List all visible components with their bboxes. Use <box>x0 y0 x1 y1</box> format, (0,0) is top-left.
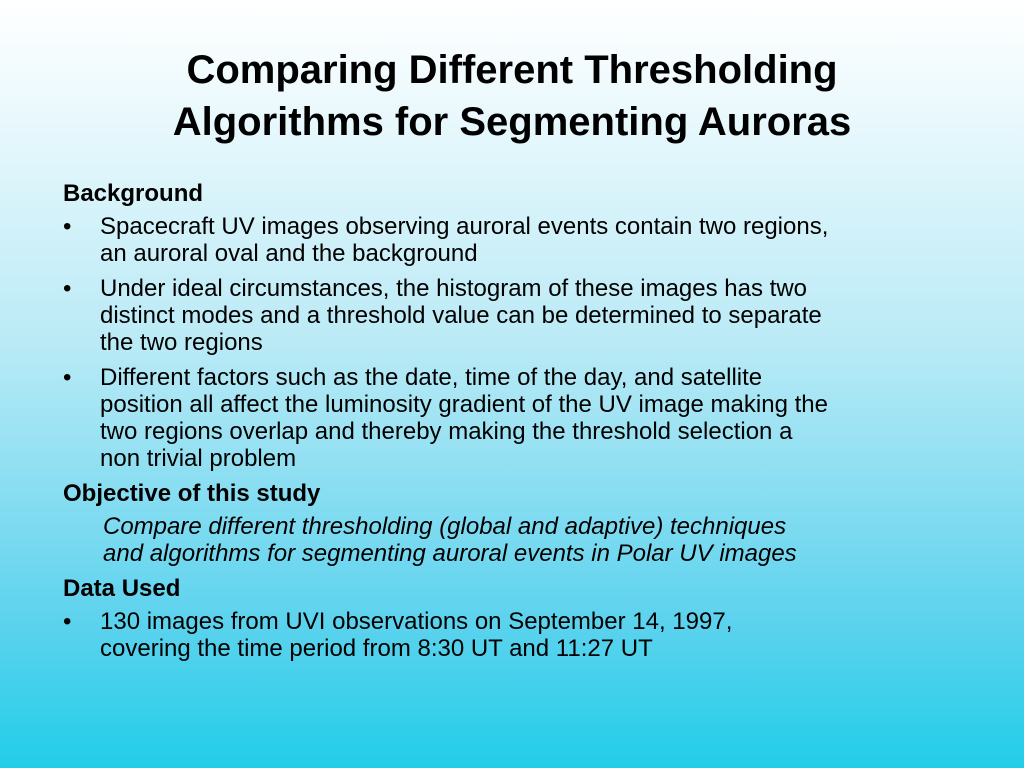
bullet-marker: • <box>63 608 72 635</box>
data-used-heading: Data Used <box>63 575 181 602</box>
background-bullet-3 <box>63 364 983 472</box>
bullet-line: Different factors such as the date, time of the day, and satellite <box>100 364 763 391</box>
bullet-line: an auroral oval and the background <box>100 240 478 267</box>
bullet-text <box>100 364 983 472</box>
slide-title <box>40 44 984 148</box>
bullet-line: non trivial problem <box>100 445 297 472</box>
bullet-text <box>100 213 983 267</box>
bullet-marker: • <box>63 213 72 240</box>
data-used-bullet-1 <box>63 608 983 662</box>
objective-text <box>63 513 983 567</box>
background-heading: Background <box>63 180 204 207</box>
bullet-line: Spacecraft UV images observing auroral events contain two regions, <box>100 213 829 240</box>
objective-heading: Objective of this study <box>63 480 321 507</box>
background-bullet-1 <box>63 213 983 267</box>
bullet-line: 130 images from UVI observations on September 14, 1997, <box>100 608 733 635</box>
bullet-line: the two regions <box>100 329 263 356</box>
title-line-1: Comparing Different Thresholding <box>186 48 838 92</box>
bullet-text <box>100 275 983 356</box>
bullet-text <box>100 608 983 662</box>
bullet-line: covering the time period from 8:30 UT and 11:27 UT <box>100 635 653 662</box>
bullet-line: position all affect the luminosity gradient of the UV image making the <box>100 391 828 418</box>
bullet-line: two regions overlap and thereby making the threshold selection a <box>100 418 793 445</box>
objective-line: and algorithms for segmenting auroral events in Polar UV images <box>103 540 797 567</box>
bullet-line: Under ideal circumstances, the histogram of these images has two <box>100 275 808 302</box>
slide-body <box>63 180 983 670</box>
bullet-marker: • <box>63 364 72 391</box>
title-line-2: Algorithms for Segmenting Auroras <box>172 100 852 144</box>
bullet-line: distinct modes and a threshold value can be determined to separate <box>100 302 822 329</box>
objective-line: Compare different thresholding (global and adaptive) techniques <box>103 513 787 540</box>
background-bullet-2 <box>63 275 983 356</box>
bullet-marker: • <box>63 275 72 302</box>
